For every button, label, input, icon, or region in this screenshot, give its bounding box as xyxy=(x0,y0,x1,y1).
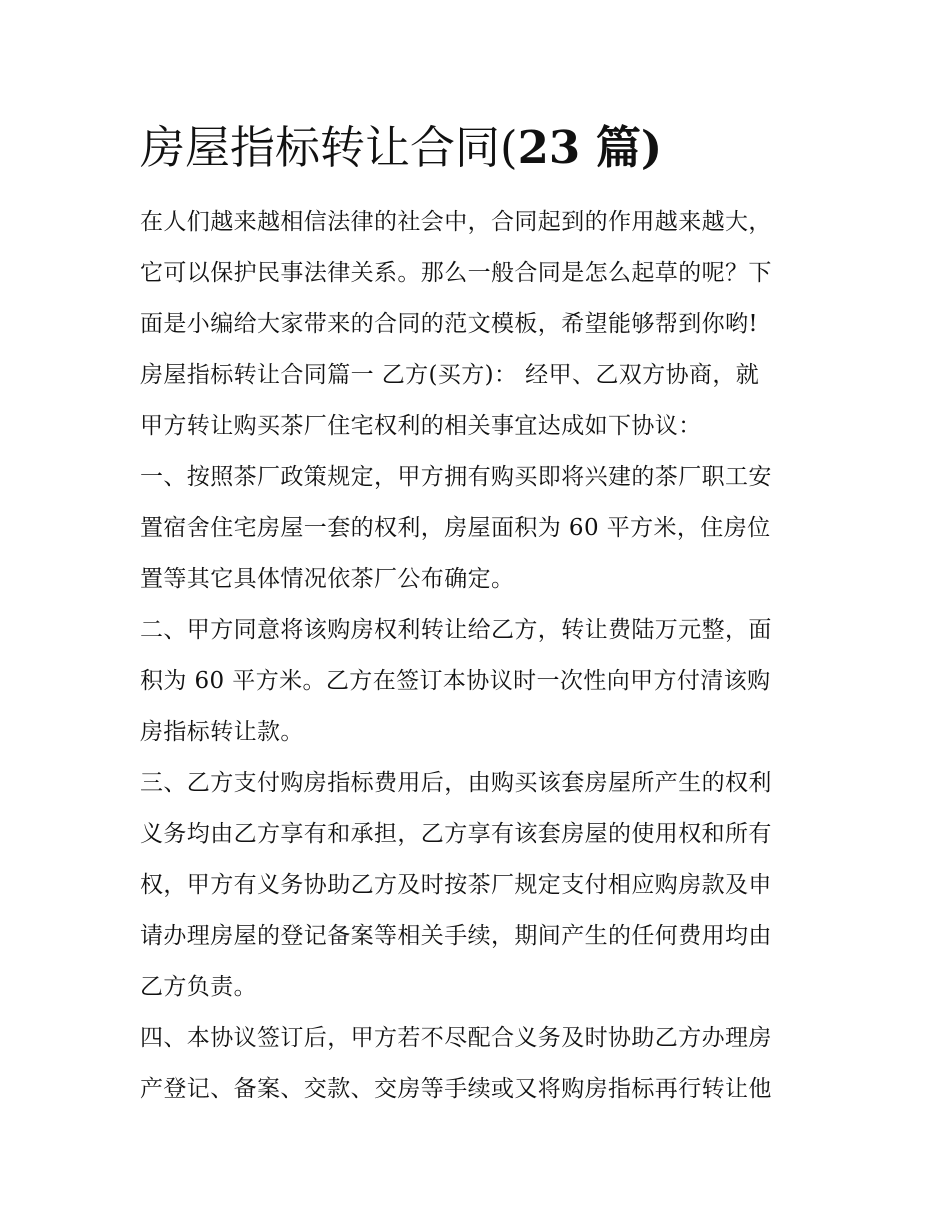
body-line: 乙方负责。 xyxy=(140,974,257,1000)
body-line: 积为 60 平方米。乙方在签订本协议时一次性向甲方付清该购 xyxy=(140,668,771,694)
body-line: 一、按照茶厂政策规定，甲方拥有购买即将兴建的茶厂职工安 xyxy=(140,464,772,490)
body-line: 在人们越来越相信法律的社会中，合同起到的作用越来越大， xyxy=(140,209,772,235)
body-line: 四、本协议签订后，甲方若不尽配合义务及时协助乙方办理房 xyxy=(140,1025,772,1051)
body-line: 义务均由乙方享有和承担，乙方享有该套房屋的使用权和所有 xyxy=(140,821,772,847)
title-prefix: 房屋指标转让合同( xyxy=(140,121,518,174)
body-line: 房屋指标转让合同篇一 乙方(买方)： 经甲、乙双方协商，就 xyxy=(140,362,760,388)
body-line: 置宿舍住宅房屋一套的权利，房屋面积为 60 平方米，住房位 xyxy=(140,515,771,541)
body-line: 二、甲方同意将该购房权利转让给乙方，转让费陆万元整，面 xyxy=(140,617,772,643)
title-suffix: 篇) xyxy=(580,121,663,174)
body-line: 它可以保护民事法律关系。那么一般合同是怎么起草的呢？下 xyxy=(140,260,772,286)
body-line: 房指标转让款。 xyxy=(140,719,304,745)
title-number: 23 xyxy=(517,121,581,174)
body-line: 权，甲方有义务协助乙方及时按茶厂规定支付相应购房款及申 xyxy=(140,872,772,898)
body-line: 甲方转让购买茶厂住宅权利的相关事宜达成如下协议： xyxy=(140,413,702,439)
document-title xyxy=(140,118,662,178)
body-line: 面是小编给大家带来的合同的范文模板，希望能够帮到你哟! xyxy=(140,311,759,337)
body-line: 置等其它具体情况依茶厂公布确定。 xyxy=(140,566,515,592)
body-line: 请办理房屋的登记备案等相关手续，期间产生的任何费用均由 xyxy=(140,923,772,949)
document-body xyxy=(140,200,812,1118)
body-line: 三、乙方支付购房指标费用后，由购买该套房屋所产生的权利 xyxy=(140,770,772,796)
body-line: 产登记、备案、交款、交房等手续或又将购房指标再行转让他 xyxy=(140,1076,772,1102)
